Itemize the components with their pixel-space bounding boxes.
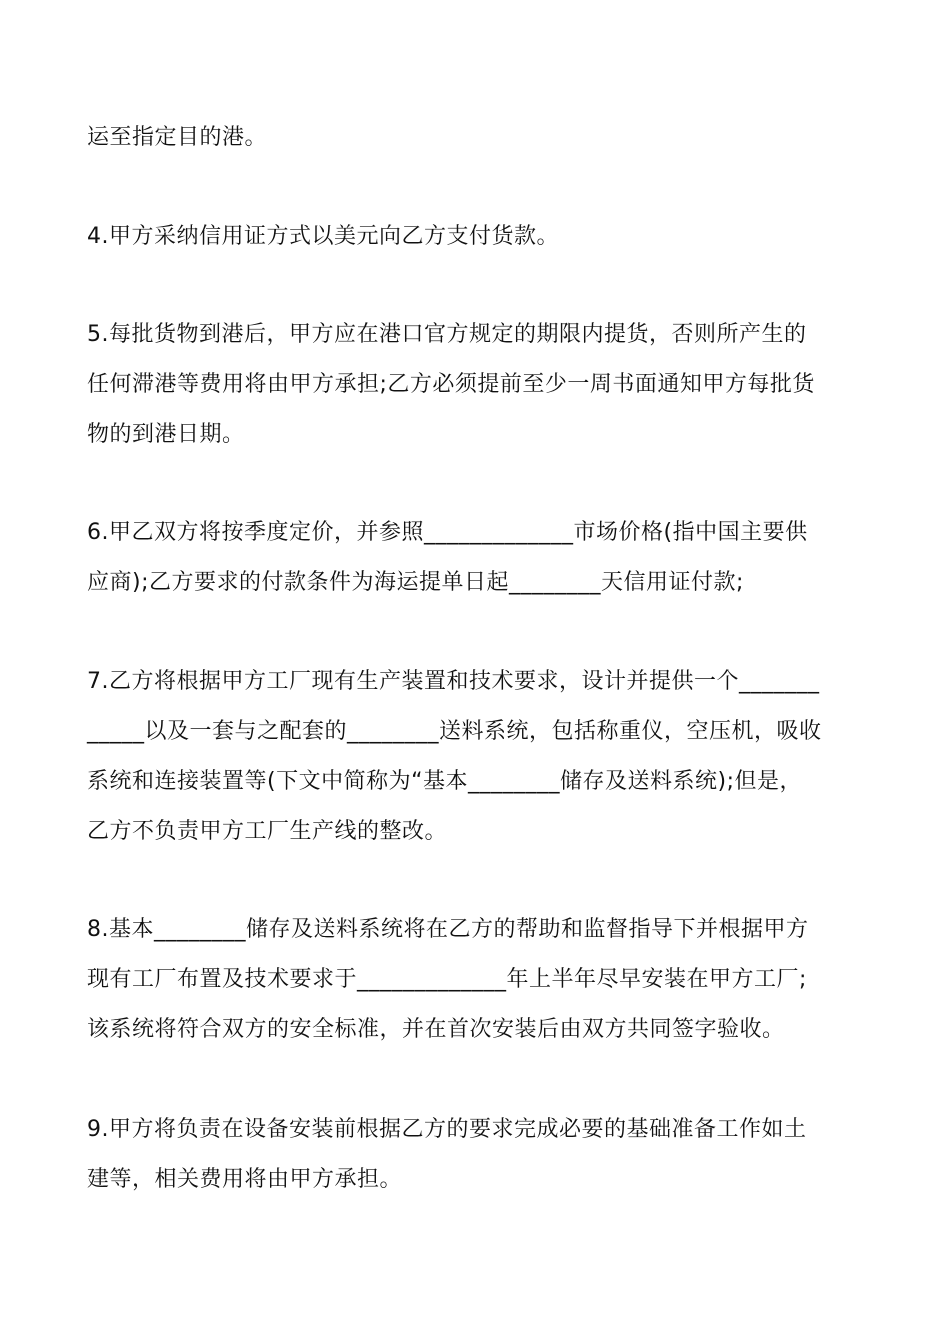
text-line: _____以及一套与之配套的________送料系统，包括称重仪，空压机，吸收 <box>87 719 822 744</box>
paragraph-5 <box>87 310 867 460</box>
text-line: 建等，相关费用将由甲方承担。 <box>87 1167 403 1192</box>
text-line: 乙方不负责甲方工厂生产线的整改。 <box>87 819 448 844</box>
text-line: 任何滞港等费用将由甲方承担;乙方必须提前至少一周书面通知甲方每批货 <box>87 372 815 397</box>
text-line: 8.基本________储存及送料系统将在乙方的帮助和监督指导下并根据甲方 <box>87 917 809 942</box>
text-line: 5.每批货物到港后，甲方应在港口官方规定的期限内提货，否则所产生的 <box>87 322 807 347</box>
paragraph-3-tail <box>87 113 867 163</box>
text-line: 7.乙方将根据甲方工厂现有生产装置和技术要求，设计并提供一个_______ <box>87 669 820 694</box>
paragraph-8 <box>87 905 867 1055</box>
paragraph-7 <box>87 657 867 857</box>
text-line: 9.甲方将负责在设备安装前根据乙方的要求完成必要的基础准备工作如土 <box>87 1117 807 1142</box>
text-line: 现有工厂布置及技术要求于_____________年上半年尽早安装在甲方工厂; <box>87 967 807 992</box>
paragraph-9 <box>87 1105 867 1205</box>
paragraph-6 <box>87 508 867 608</box>
text-line: 物的到港日期。 <box>87 422 245 447</box>
text-line: 该系统将符合双方的安全标准，并在首次安装后由双方共同签字验收。 <box>87 1017 785 1042</box>
text-line: 6.甲乙双方将按季度定价，并参照_____________市场价格(指中国主要供 <box>87 520 808 545</box>
text-line: 系统和连接装置等(下文中简称为“基本________储存及送料系统);但是， <box>87 769 802 794</box>
text-line: 运至指定目的港。 <box>87 125 268 150</box>
paragraph-4 <box>87 212 867 262</box>
text-line: 4.甲方采纳信用证方式以美元向乙方支付货款。 <box>87 224 559 249</box>
text-line: 应商);乙方要求的付款条件为海运提单日起________天信用证付款; <box>87 570 744 595</box>
